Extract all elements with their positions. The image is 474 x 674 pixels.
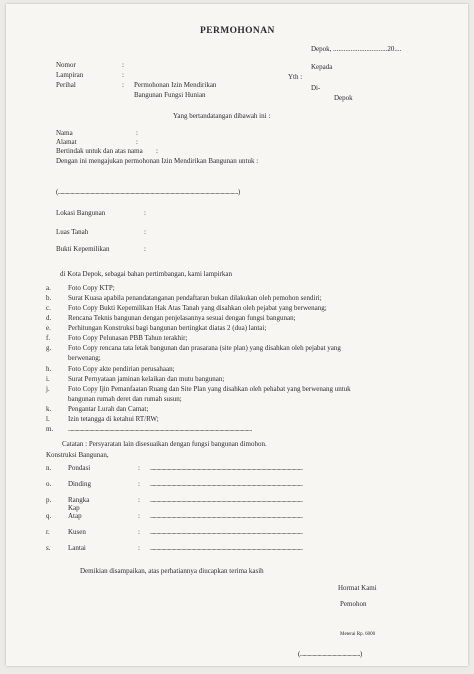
perihal-value-2: Bangunan Fungsi Hunian [134,91,206,99]
place-date: Depok, ...............................20.... [311,45,402,53]
nomor-label: Nomor [56,61,76,69]
perihal-label: Perihal [56,81,76,89]
luas-colon: : [144,228,146,236]
request-blank: (................................................................................................................................................) [56,188,240,196]
perihal-value: Permohonan Izin Mendirikan [134,81,217,89]
bertindak-label: Bertindak untuk dan atas nama [56,147,143,155]
hormat-text: Hormat Kami [338,584,377,592]
document-title: PERMOHONAN [200,26,275,36]
konstruksi-label: Konstruksi Bangunan, [46,451,109,459]
request-line: Dengan ini mengajukan permohonan Izin Mendirikan Bangunan untuk : [56,157,259,165]
document-page: PERMOHONAN Depok, ...............................20.... Nomor : Lampiran : Perihal : Permohonan Izin Mendirikan Bangunan Fungsi Hunian Kepada Yth : Di- Depok Yang bertandatangan dibawah ini : Nama : Alamat : Bertindak untuk dan atas nama : Dengan ini mengajukan permohonan Izin Mendirikan Bangunan untuk : (................................................................................................................................................) Lokasi Bangunan : Luas Tanah : Bukti Kepemilikan : di Kota Depok, sebagai bahan pertimbangan, kami lampirkan a. Foto Copy KTP; b. Surat Kuasa apabila penandatanganan pendaftaran bukan dilakukan oleh pemohon sendiri; c. Foto Copy Bukti Kepemilikan Hak Atas Tanah yang disahkan oleh pejabat yang berwenang; d. Rencana Teknis bangunan dengan penjelasannya sesuai dengan fungsi bangunan; e. Perhitungan Konstruksi bagi bangunan bertingkat diatas 2 (dua) lantai; f. Foto Copy Pelunasan PBB Tahun terakhir; g. Foto Copy rencana tata letak bangunan dan prasarana (site plan) yang disahkan oleh pejabat yang berwenang; h. Foto Copy akte pendirian perusahaan; i. Surat Pernyataan jaminan kelaikan dan mutu bangunan; j. Foto Copy Ijin Pemanfaatan Ruang dan Site Plan yang disahkan oleh pehabat yang berwenang untuk bangunan rumah deret dan rumah susun; k. Pengantar Lurah dan Camat; l. Izin tetangga di ketahui RT/RW; m. ................................................................................................................................................... Catatan : Persyaratan lain disesuaikan dengan fungsi bangunan dimohon. Konstruksi Bangunan, n. Pondasi : .......................................................................................................................... o. Dinding : .......................................................................................................................... p. Rangka Kap : .......................................................................................................................... q. Atap : .......................................................................................................................... r. Kusen : .......................................................................................................................... s. Lantai : .......................................................................................................................... Demikian disampaikan, atas perhatiannya diucapkan terima kasih Hormat Kami Pemohon Meterai Rp. 6000 (................................................) [6,4,468,666]
recipient-kepada: Kepada [311,63,333,71]
recipient-di: Di- [311,84,321,92]
bukti-label: Bukti Kepemilikan [56,245,110,253]
bertindak-colon: : [156,147,158,155]
intro-text: Yang bertandatangan dibawah ini : [173,112,271,120]
nama-label: Nama [56,129,73,137]
alamat-colon: : [136,138,138,146]
lampiran-colon: : [122,71,124,79]
alamat-label: Alamat [56,138,77,146]
lokasi-colon: : [144,209,146,217]
pemohon-text: Pemohon [340,600,367,608]
luas-label: Luas Tanah [56,228,89,236]
closing-text: Demikian disampaikan, atas perhatiannya diucapkan terima kasih [80,567,264,575]
catatan-note: Catatan : Persyaratan lain disesuaikan dengan fungsi bangunan dimohon. [62,440,267,448]
nama-colon: : [136,129,138,137]
recipient-yth: Yth : [288,73,303,81]
materai-label: Meterai Rp. 6000 [340,632,376,637]
bukti-colon: : [144,245,146,253]
signature-blank: (................................................) [298,650,362,658]
lampiran-label: Lampiran [56,71,84,79]
nomor-colon: : [122,61,124,69]
lokasi-label: Lokasi Bangunan [56,209,106,217]
attach-intro: di Kota Depok, sebagai bahan pertimbangan, kami lampirkan [60,270,233,278]
recipient-city: Depok [334,94,353,102]
perihal-colon: : [122,81,124,89]
